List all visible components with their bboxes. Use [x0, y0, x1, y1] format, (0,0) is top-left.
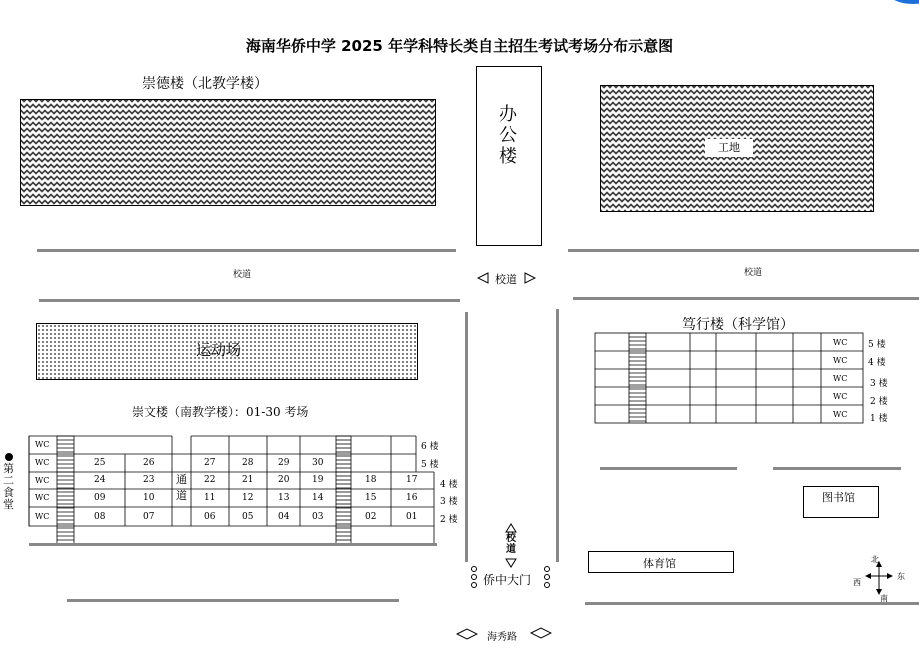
corner-decoration [888, 0, 919, 4]
campus-road-label-left: 校道 [233, 270, 252, 280]
exam-room-label: 15 [365, 493, 377, 503]
exam-room-label: 24 [94, 475, 106, 485]
exam-room-label: 06 [204, 512, 216, 522]
wc-label: WC [35, 512, 50, 521]
duxing-building-label: 笃行楼（科学馆） [682, 317, 794, 333]
exam-room-label: 30 [312, 458, 324, 468]
compass-north-label: 北 [871, 555, 879, 564]
road-line-vertical [465, 312, 468, 562]
down-arrow-icon [505, 558, 517, 568]
floor-label: 4 楼 [868, 358, 886, 368]
wc-label: WC [35, 458, 50, 467]
exam-room-label: 14 [312, 493, 324, 503]
road-line [573, 297, 919, 300]
construction-site-label: 工地 [705, 139, 753, 157]
exam-room-label: 25 [94, 458, 106, 468]
right-arrow-icon [530, 627, 552, 639]
exam-room-label: 19 [312, 475, 324, 485]
exam-room-label: 04 [278, 512, 290, 522]
road-line [29, 543, 437, 546]
floor-label: 1 楼 [870, 414, 888, 424]
wc-label: WC [35, 476, 50, 485]
floor-label: 2 楼 [870, 397, 888, 407]
right-arrow-icon [524, 272, 536, 284]
road-line-vertical [556, 309, 559, 562]
exam-room-label: 03 [312, 512, 324, 522]
gate-pillar-icon [544, 566, 550, 586]
chongwen-building-label: 崇文楼（南教学楼）：01-30 考场 [132, 405, 309, 419]
compass-east-label: 东 [897, 572, 905, 581]
exam-room-label: 28 [242, 458, 254, 468]
exam-room-label: 02 [365, 512, 377, 522]
exam-room-label: 21 [242, 475, 254, 485]
exam-room-label: 01 [406, 512, 418, 522]
exam-room-label: 11 [204, 493, 216, 503]
exam-room-label: 09 [94, 493, 106, 503]
up-arrow-icon [505, 523, 517, 533]
wc-label: WC [833, 356, 848, 365]
gym-label: 体育馆 [643, 557, 676, 570]
compass-south-label: 南 [880, 594, 888, 603]
exam-room-label: 29 [278, 458, 290, 468]
exam-room-label: 22 [204, 475, 216, 485]
exam-room-label: 20 [278, 475, 290, 485]
floor-label: 3 楼 [870, 379, 888, 389]
main-gate-label: 侨中大门 [483, 573, 532, 587]
floor-label: 5 楼 [421, 460, 439, 470]
exam-room-label: 17 [406, 475, 418, 485]
compass-west-label: 西 [853, 578, 861, 587]
floor-label: 6 楼 [421, 442, 439, 452]
road-line [37, 249, 456, 252]
exam-room-label: 16 [406, 493, 418, 503]
floor-label: 5 楼 [868, 340, 886, 350]
road-line [773, 467, 901, 470]
chongde-building-label: 崇德楼（北教学楼） [142, 76, 268, 92]
exam-room-label: 23 [143, 475, 155, 485]
page-title: 海南华侨中学 2025 年学科特长类自主招生考试考场分布示意图 [245, 37, 674, 55]
road-line [585, 602, 919, 605]
exam-room-label: 26 [143, 458, 155, 468]
left-arrow-icon [456, 628, 478, 640]
wc-label: WC [833, 338, 848, 347]
exam-room-label: 10 [143, 493, 155, 503]
compass-icon [862, 560, 896, 596]
canteen-label: 第二食堂 [3, 462, 14, 511]
channel-label: 通道 [176, 473, 187, 502]
road-line [600, 467, 737, 470]
exam-room-label: 12 [242, 493, 254, 503]
exam-room-label: 05 [242, 512, 254, 522]
campus-road-label-vertical: 校道 [506, 533, 516, 555]
exam-room-label: 08 [94, 512, 106, 522]
wc-label: WC [35, 493, 50, 502]
gate-pillar-icon [471, 566, 477, 586]
chongde-building [20, 99, 436, 206]
exam-room-label: 27 [204, 458, 216, 468]
wc-label: WC [833, 392, 848, 401]
wc-label: WC [35, 440, 50, 449]
road-line [568, 249, 919, 252]
duxing-building [590, 330, 870, 430]
haixiu-road-label: 海秀路 [487, 632, 517, 643]
wc-label: WC [833, 374, 848, 383]
library-label: 图书馆 [822, 491, 855, 504]
sports-field-label: 运动场 [196, 341, 242, 359]
exam-room-label: 13 [278, 493, 290, 503]
left-arrow-icon [477, 272, 489, 284]
wc-label: WC [833, 410, 848, 419]
office-building-label: 办公楼 [499, 104, 517, 167]
floor-label: 4 楼 [440, 480, 458, 490]
road-line [39, 299, 460, 302]
exam-room-label: 07 [143, 512, 155, 522]
exam-room-label: 18 [365, 475, 377, 485]
chongwen-building [0, 430, 460, 550]
floor-label: 3 楼 [440, 497, 458, 507]
road-line [67, 599, 399, 602]
floor-label: 2 楼 [440, 515, 458, 525]
campus-road-label-right: 校道 [744, 268, 763, 278]
campus-road-label-center: 校道 [495, 273, 517, 286]
